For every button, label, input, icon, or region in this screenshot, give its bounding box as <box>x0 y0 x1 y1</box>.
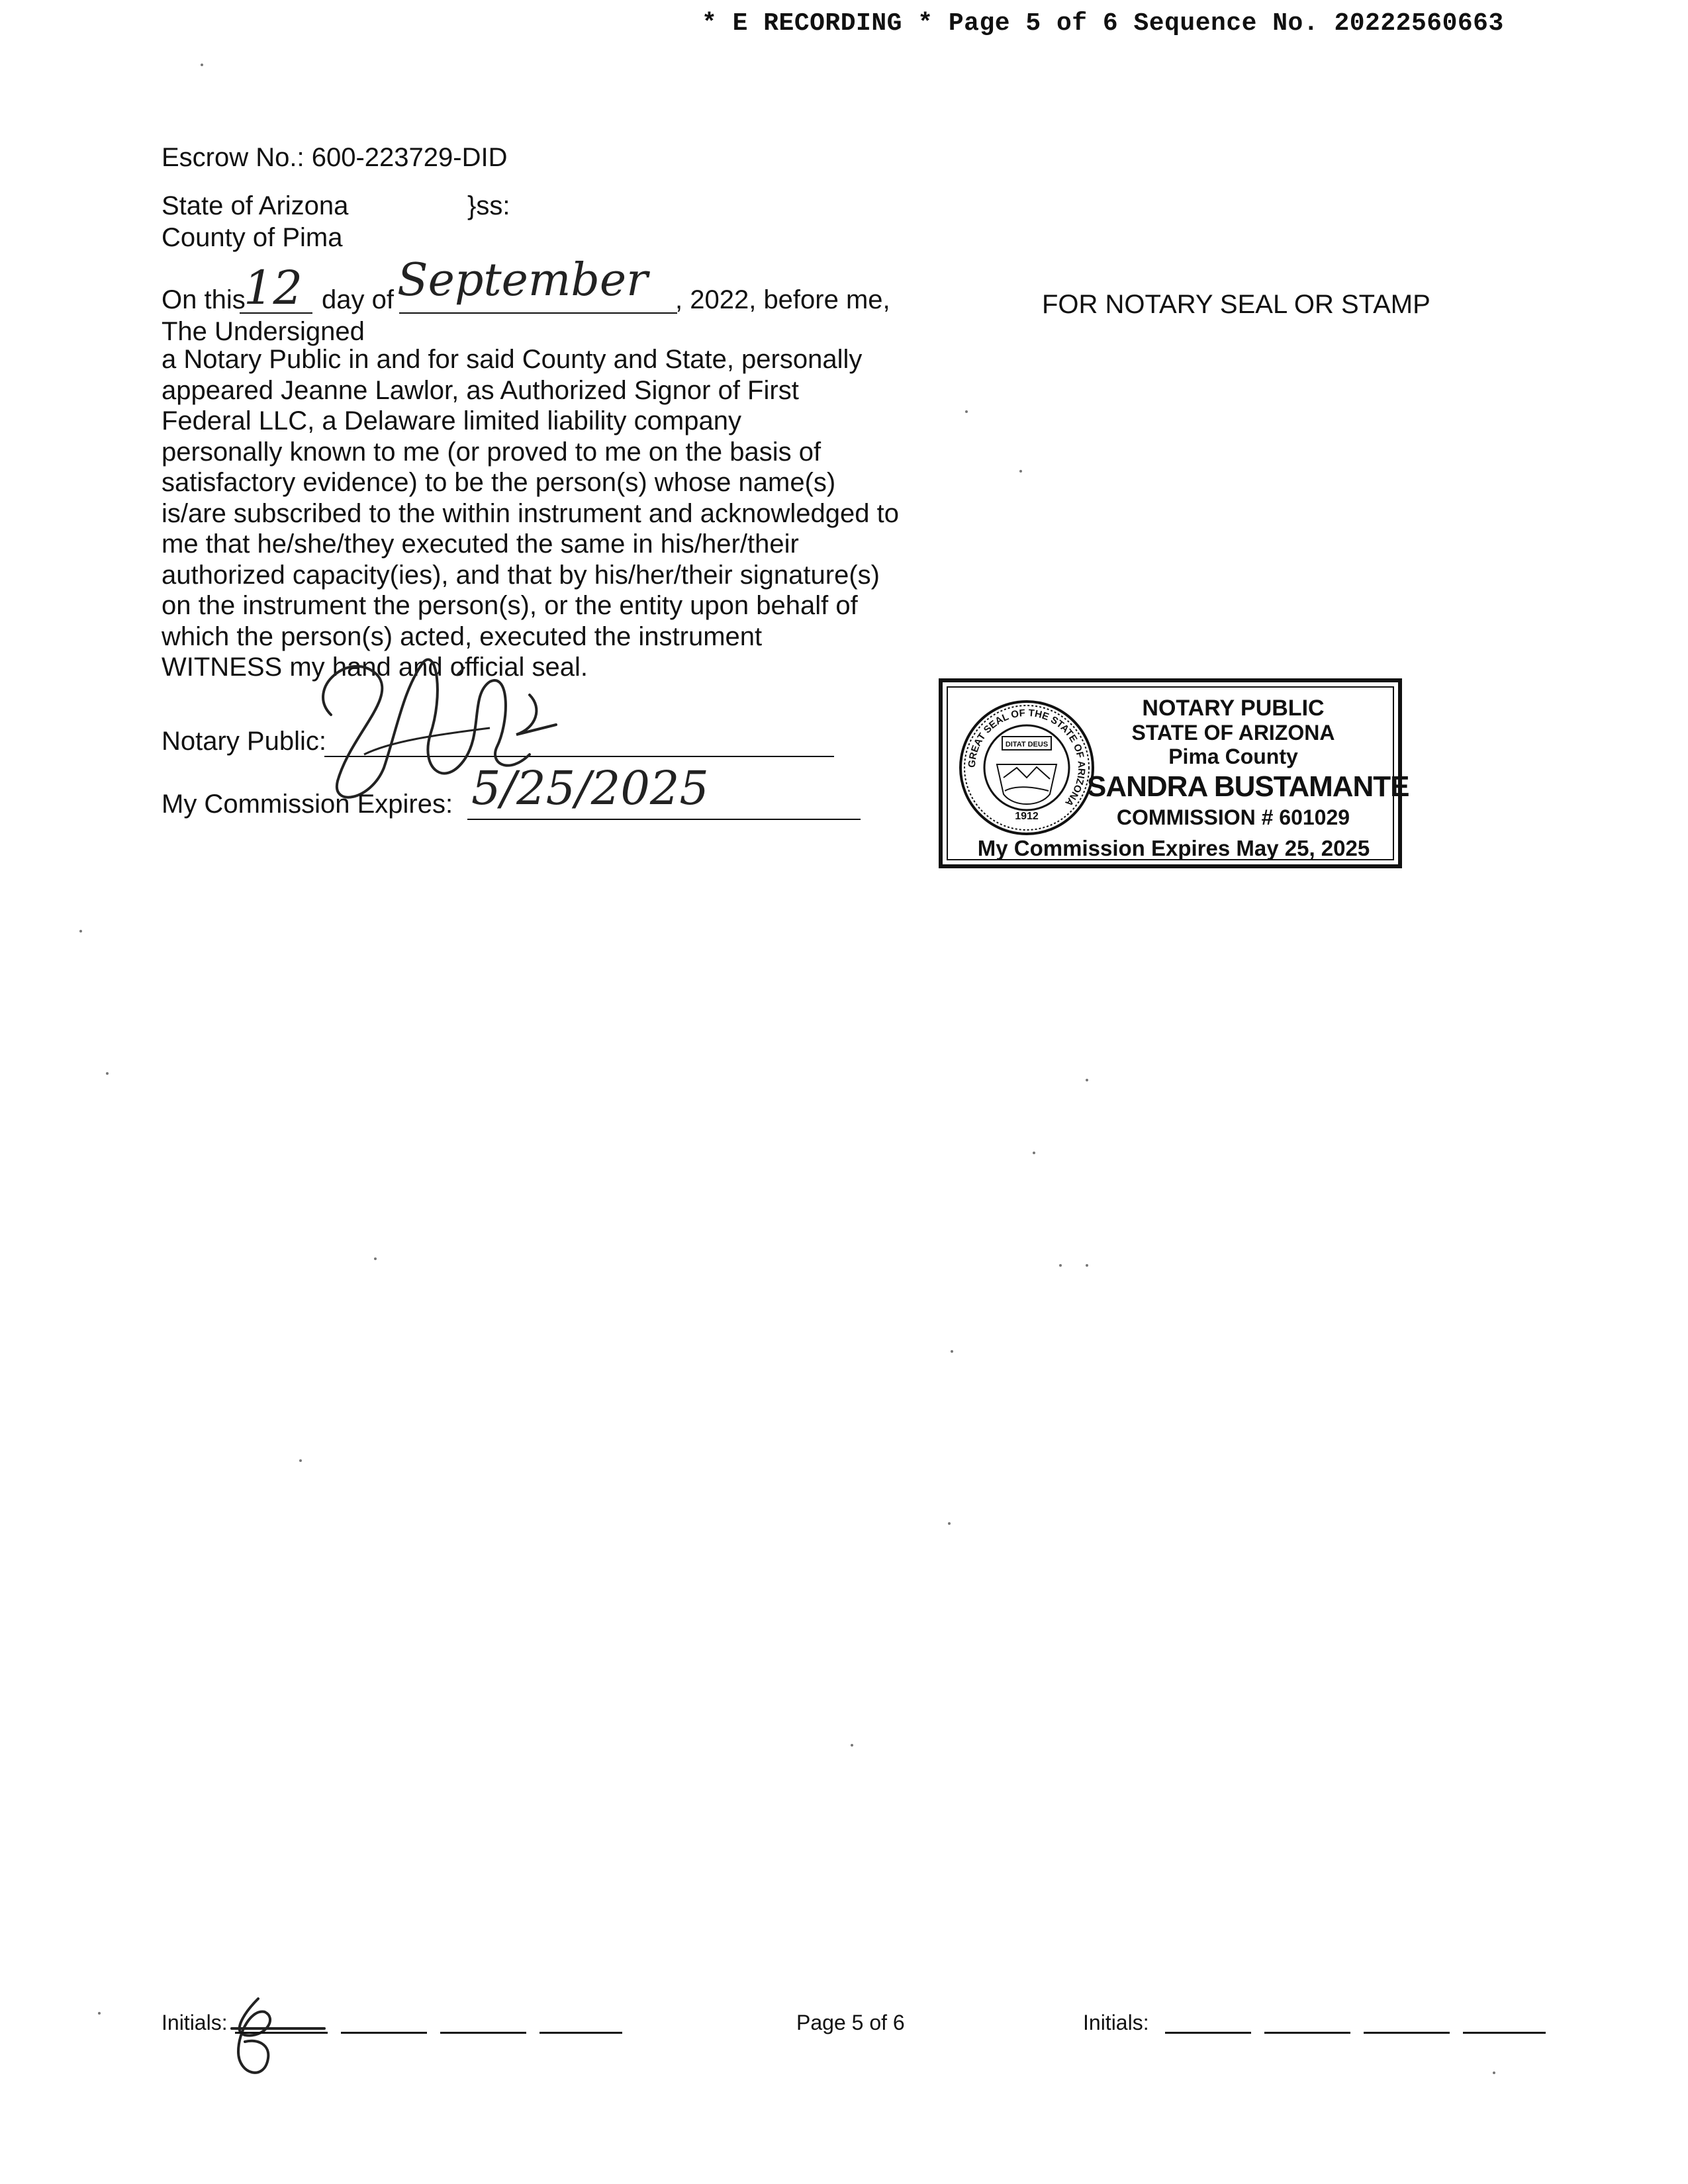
initials-right-line-4 <box>1463 2032 1546 2034</box>
stamp-name: SANDRA BUSTAMANTE <box>1087 770 1409 803</box>
month-blank-line <box>399 312 677 314</box>
initials-handwritten <box>218 1992 331 2085</box>
commission-handwritten: 5/25/2025 <box>471 761 709 815</box>
stamp-line3: Pima County <box>1168 745 1298 768</box>
escrow-line <box>162 142 507 173</box>
escrow-label: Escrow No.: <box>162 143 305 172</box>
undersigned-label: The Undersigned <box>162 317 365 346</box>
scan-speck <box>1086 1264 1088 1267</box>
initials-right-line-3 <box>1364 2032 1450 2034</box>
scan-speck <box>948 1522 951 1525</box>
month-handwritten: September <box>397 254 648 306</box>
venue-county: County of Pima <box>162 223 343 252</box>
stamp-expires: My Commission Expires May 25, 2025 <box>977 836 1370 860</box>
stamp-line1: NOTARY PUBLIC <box>1142 696 1325 721</box>
seal-year: 1912 <box>1015 811 1039 822</box>
body-line: which the person(s) acted, executed the instrument <box>162 621 763 651</box>
scan-speck <box>79 930 82 933</box>
body-line: WITNESS my hand and official seal. <box>162 653 588 682</box>
page-number: Page 5 of 6 <box>796 2011 905 2034</box>
scan-speck <box>965 410 968 413</box>
body-line: Federal LLC, a Delaware limited liability company <box>162 406 741 435</box>
seal-ring-text: GREAT SEAL OF THE STATE OF ARIZONA <box>966 707 1088 809</box>
initials-right-label: Initials: <box>1083 2011 1149 2034</box>
initials-right-line-2 <box>1264 2032 1350 2034</box>
stamp-line2: STATE OF ARIZONA <box>1131 721 1335 745</box>
venue-ss: }ss: <box>467 191 510 220</box>
scan-speck <box>951 1350 953 1353</box>
body-line: authorized capacity(ies), and that by his/her/their signature(s) <box>162 560 880 590</box>
on-this-label: On this <box>162 285 246 314</box>
seal-motto: DITAT DEUS <box>1005 741 1049 749</box>
recording-header: * E RECORDING * Page 5 of 6 Sequence No. 20222560663 <box>702 9 1504 38</box>
year-text: , 2022, before me, <box>675 285 890 314</box>
body-line: satisfactory evidence) to be the person(s) whose name(s) <box>162 468 836 497</box>
stamp-inner-border <box>947 686 1409 860</box>
body-line: personally known to me (or proved to me on the basis of <box>162 437 821 467</box>
scan-speck <box>98 2012 101 2015</box>
day-handwritten: 12 <box>244 261 303 315</box>
scan-speck <box>201 64 203 66</box>
acknowledgment-body <box>162 344 929 683</box>
commission-label: My Commission Expires: <box>162 790 453 819</box>
stamp-commission: COMMISSION # 601029 <box>1116 805 1350 829</box>
scan-speck <box>1086 1079 1088 1081</box>
scan-speck <box>1059 1264 1062 1267</box>
initials-left-line-2 <box>341 2032 427 2034</box>
seal-area-label: FOR NOTARY SEAL OR STAMP <box>1042 290 1430 319</box>
state-seal-icon <box>957 698 1096 837</box>
venue-state: State of Arizona <box>162 191 349 220</box>
body-line: on the instrument the person(s), or the entity upon behalf of <box>162 591 858 620</box>
commission-blank-line <box>467 819 861 820</box>
scan-speck <box>1019 470 1022 473</box>
initials-left-line-1 <box>235 2032 328 2034</box>
day-of-label: day of <box>322 285 394 314</box>
initials-left-label: Initials: <box>162 2011 228 2034</box>
scan-speck <box>106 1072 109 1075</box>
scan-speck <box>1033 1152 1035 1154</box>
initials-left-line-4 <box>539 2032 622 2034</box>
scan-speck <box>851 1744 853 1747</box>
scan-speck <box>1493 2071 1495 2074</box>
scan-speck <box>299 1459 302 1462</box>
initials-left-line-3 <box>440 2032 526 2034</box>
body-line: is/are subscribed to the within instrument and acknowledged to <box>162 498 899 528</box>
initials-right-line-1 <box>1165 2032 1251 2034</box>
notary-stamp <box>939 678 1409 868</box>
scan-speck <box>374 1257 377 1260</box>
notary-public-label: Notary Public: <box>162 727 326 756</box>
body-line: me that he/she/they executed the same in his/her/their <box>162 529 799 559</box>
escrow-number: 600-223729-DID <box>311 143 508 172</box>
body-line: appeared Jeanne Lawlor, as Authorized Signor of First <box>162 375 799 405</box>
body-line: a Notary Public in and for said County and State, personally <box>162 345 863 374</box>
